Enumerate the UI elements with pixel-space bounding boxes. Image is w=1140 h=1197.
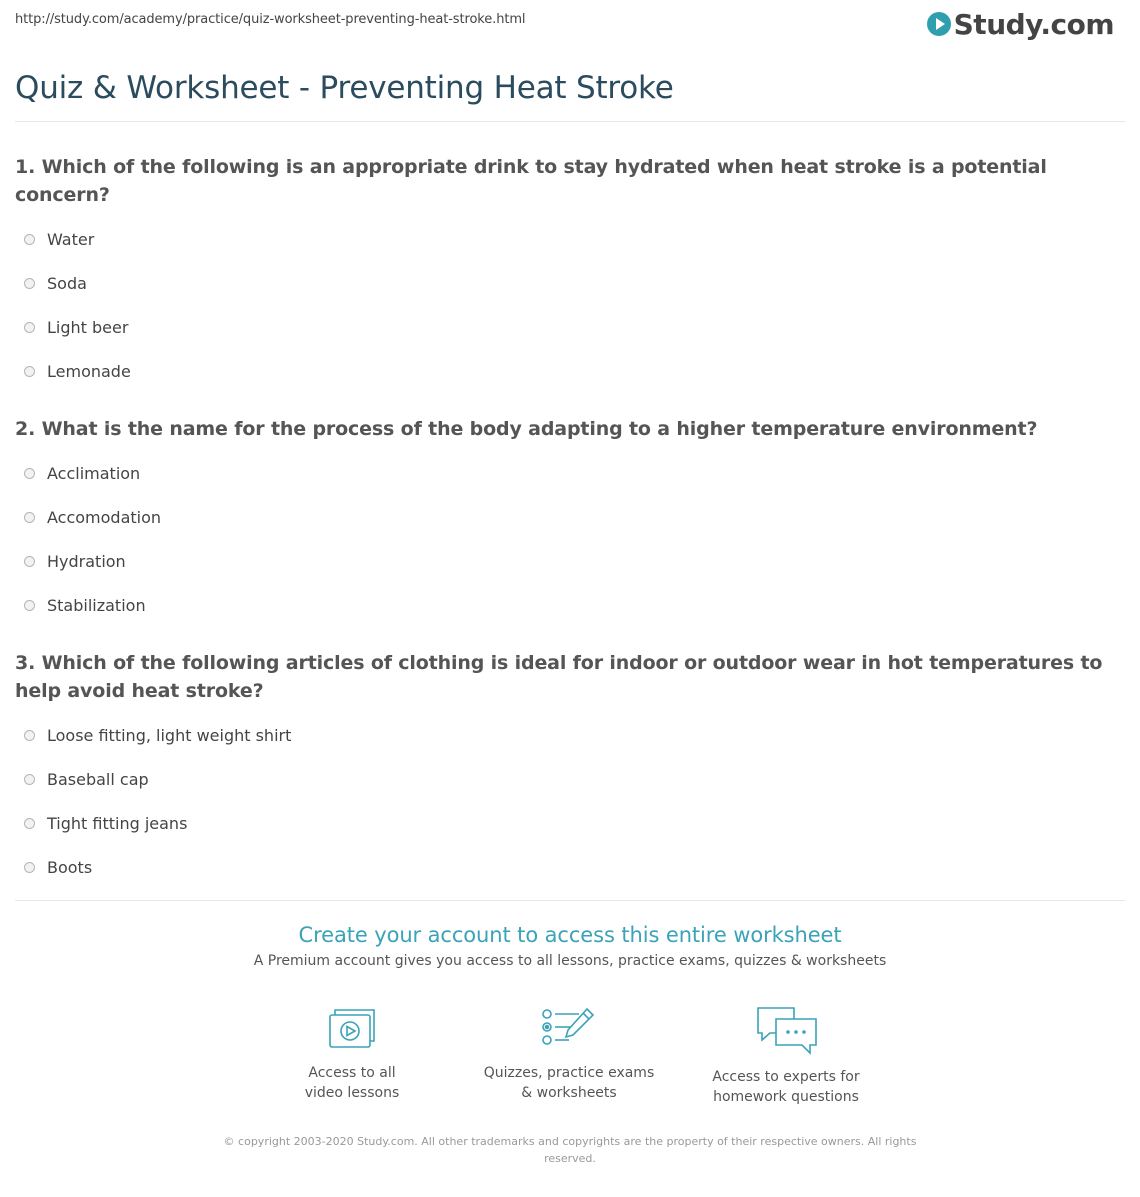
answer-label: Lemonade — [47, 361, 131, 381]
feature-label: Access to experts for homework questions — [712, 1069, 860, 1105]
answer-option[interactable] — [15, 713, 1125, 757]
radio-button[interactable] — [24, 278, 35, 289]
radio-button[interactable] — [24, 468, 35, 479]
answer-option[interactable] — [15, 261, 1125, 305]
promo-title-link[interactable]: Create your account to access this entire worksheet — [298, 923, 842, 947]
section-divider — [15, 900, 1125, 901]
study-logo[interactable] — [927, 6, 1114, 42]
radio-button[interactable] — [24, 366, 35, 377]
answer-label: Accomodation — [47, 507, 162, 527]
answer-option[interactable] — [15, 495, 1125, 539]
radio-button[interactable] — [24, 818, 35, 829]
question-text: 1. Which of the following is an appropriate drink to stay hydrated when heat stroke is a potential concern? — [15, 156, 1047, 206]
chat-bubbles-icon — [754, 1005, 818, 1055]
answer-label: Light beer — [47, 317, 129, 337]
answer-option[interactable] — [15, 539, 1125, 583]
answer-label: Tight fitting jeans — [47, 813, 188, 833]
answer-option[interactable] — [15, 451, 1125, 495]
radio-button[interactable] — [24, 512, 35, 523]
answer-label: Soda — [47, 273, 87, 293]
radio-button[interactable] — [24, 234, 35, 245]
question-text: 2. What is the name for the process of the body adapting to a higher temperature environment? — [15, 418, 1038, 440]
copyright-notice: © copyright 2003-2020 Study.com. All other trademarks and copyrights are the property of their respective owners. All rights reserved. — [223, 1135, 917, 1165]
header-divider — [15, 121, 1125, 122]
answer-option[interactable] — [15, 845, 1125, 889]
answer-label: Boots — [47, 857, 93, 877]
promo-subtitle: A Premium account gives you access to all lessons, practice exams, quizzes & worksheets — [253, 953, 887, 969]
answer-label: Water — [47, 229, 95, 249]
page-url: http://study.com/academy/practice/quiz-worksheet-preventing-heat-stroke.html — [15, 12, 526, 27]
answer-option[interactable] — [15, 757, 1125, 801]
play-circle-icon — [927, 12, 951, 36]
answer-label: Acclimation — [47, 463, 141, 483]
signup-promo — [0, 923, 1140, 969]
answer-option[interactable] — [15, 801, 1125, 845]
answer-option[interactable] — [15, 217, 1125, 261]
feature-label: Access to all video lessons — [304, 1065, 400, 1101]
radio-button[interactable] — [24, 730, 35, 741]
answer-option[interactable] — [15, 583, 1125, 627]
question-1 — [15, 153, 1125, 393]
question-3 — [15, 649, 1125, 889]
answer-list — [15, 451, 1125, 627]
question-text: 3. Which of the following articles of clothing is ideal for indoor or outdoor wear in hot temperatures to help avoid heat stroke? — [15, 652, 1103, 702]
question-2 — [15, 415, 1125, 627]
feature-video-lessons — [252, 1005, 452, 1103]
feature-experts — [686, 1005, 886, 1107]
radio-button[interactable] — [24, 556, 35, 567]
radio-button[interactable] — [24, 600, 35, 611]
answer-label: Loose fitting, light weight shirt — [47, 725, 292, 745]
answer-list — [15, 713, 1125, 889]
radio-button[interactable] — [24, 774, 35, 785]
answer-label: Hydration — [47, 551, 126, 571]
radio-button[interactable] — [24, 322, 35, 333]
video-lessons-icon — [326, 1005, 378, 1051]
answer-label: Stabilization — [47, 595, 146, 615]
feature-quizzes — [469, 1005, 669, 1103]
quiz-checklist-icon — [541, 1005, 597, 1051]
answer-list — [15, 217, 1125, 393]
answer-label: Baseball cap — [47, 769, 149, 789]
page-title: Quiz & Worksheet - Preventing Heat Stroke — [15, 70, 674, 106]
logo-text: Study.com — [953, 7, 1114, 41]
radio-button[interactable] — [24, 862, 35, 873]
answer-option[interactable] — [15, 349, 1125, 393]
answer-option[interactable] — [15, 305, 1125, 349]
question-list — [15, 153, 1125, 911]
feature-label: Quizzes, practice exams & worksheets — [483, 1065, 655, 1101]
